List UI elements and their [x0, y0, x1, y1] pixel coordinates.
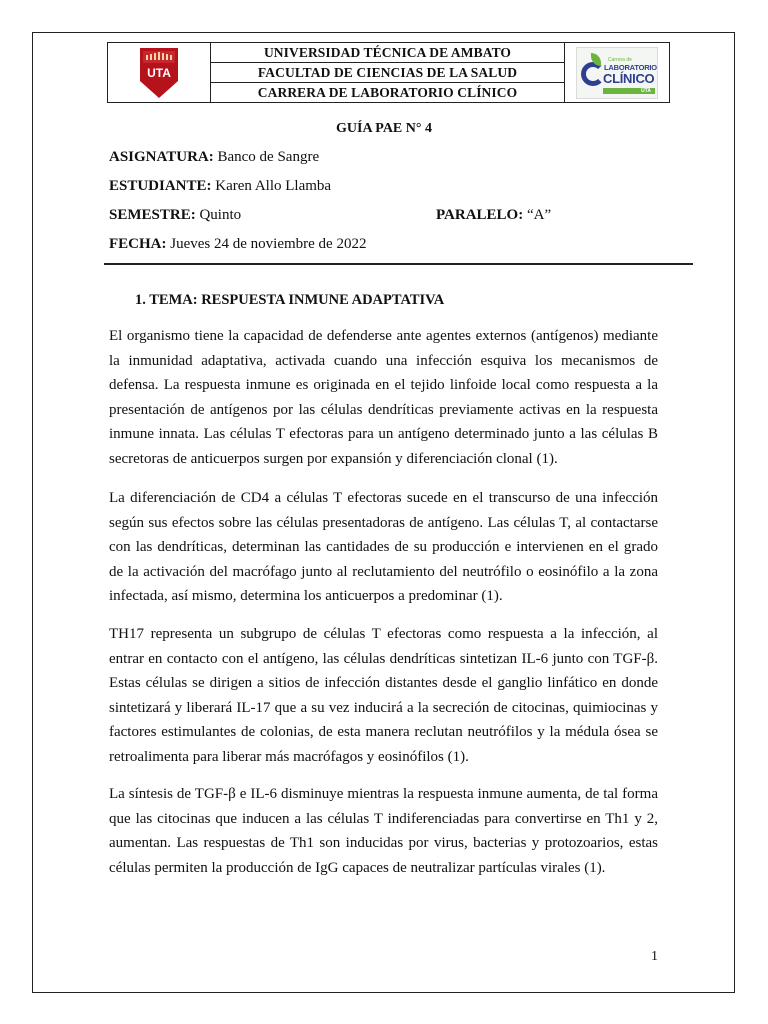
subject-field [109, 149, 319, 166]
paragraph-3: TH17 representa un subgrupo de células T efectoras como respuesta a la infección, al entrar en contacto con el antígeno, las células dendríticas sintetizan IL-6 junto con TGF-β. Estas células se dirigen a sitios de infección distantes desde el ganglio linfático en donde sintetizará y liberará IL-17 que a su vez inducirá a la secreción de citocinas, quimiocinas y factores estimulantes de colonias, de esta manera reclutan neutrófilos y la médula ósea se retroalimenta para liberar más macrófagos y eosinófilos (1). [109, 626, 658, 765]
student-field [109, 178, 331, 195]
logo-line1: Carrera de [608, 56, 632, 63]
university-name: UNIVERSIDAD TÉCNICA DE AMBATO [211, 43, 564, 63]
semester-field [109, 207, 241, 224]
student-label: ESTUDIANTE: [109, 178, 212, 194]
parallel-value: “A” [526, 207, 552, 223]
parallel-label: PARALELO: [436, 207, 524, 223]
faculty-name: FACULTAD DE CIENCIAS DE LA SALUD [211, 63, 564, 83]
date-label: FECHA: [109, 236, 167, 252]
paragraph-2: La diferenciación de CD4 a células T efectoras sucede en el transcurso de una infección según sus efectos sobre las células presentadoras de antígeno. Las células T, al contactarse con las dendríticas, determinan las cantidades de su producción e intervienen en el grado de la activación del macrófago junto al reclutamiento del neutrófilo o eosinófilo a la zona infectada, así mismo, determina los anticuerpos a predominar (1). [109, 490, 658, 605]
date-field [109, 236, 366, 253]
uta-shield-icon [137, 45, 181, 101]
date-value: Jueves 24 de noviembre de 2022 [170, 236, 367, 252]
guide-title: GUÍA PAE N° 4 [336, 121, 432, 136]
logo-line4: UTA [641, 87, 651, 94]
subject-value: Banco de Sangre [217, 149, 320, 165]
career-name: CARRERA DE LABORATORIO CLÍNICO [257, 84, 518, 100]
paragraph-4: La síntesis de TGF-β e IL-6 disminuye mientras la respuesta inmune aumenta, de tal forma que las citocinas que inducen a las células T indiferenciadas para convertirse en Th1 y 2, aumentan. Las respuestas de Th1 son inducidas por virus, bacterias y protozoarios, estas células permiten la producción de IgG capaces de neutralizar partículas virales (1). [109, 786, 658, 876]
parallel-field [436, 207, 551, 224]
logo-line3: CLÍNICO [603, 70, 655, 86]
subject-label: ASIGNATURA: [109, 149, 214, 165]
semester-label: SEMESTRE: [109, 207, 196, 223]
lab-clinico-logo [564, 43, 669, 102]
page-number: 1 [651, 949, 658, 964]
logo-line2: LABORATORIO [604, 62, 657, 72]
semester-value: Quinto [199, 207, 242, 223]
divider [104, 263, 693, 265]
document-header [107, 42, 670, 103]
uta-logo-text: UTA [147, 65, 171, 80]
student-value: Karen Allo Llamba [215, 178, 332, 194]
uta-logo [108, 43, 211, 102]
section-heading: 1. TEMA: RESPUESTA INMUNE ADAPTATIVA [135, 292, 445, 308]
paragraph-1: El organismo tiene la capacidad de defenderse ante agentes externos (antígenos) mediante la inmunidad adaptativa, activada cuando una infección esquiva los mecanismos de defensa. La respuesta inmune es originada en el tejido linfoide local como respuesta a la presentación de antígenos por las células dendríticas previamente activas en la respuesta inmune innata. Las células T efectoras para un antígeno determinado junto a las células B secretoras de anticuerpos surgen por expansión y diferenciación clonal (1). [109, 328, 658, 467]
g-mark-icon [581, 62, 605, 86]
